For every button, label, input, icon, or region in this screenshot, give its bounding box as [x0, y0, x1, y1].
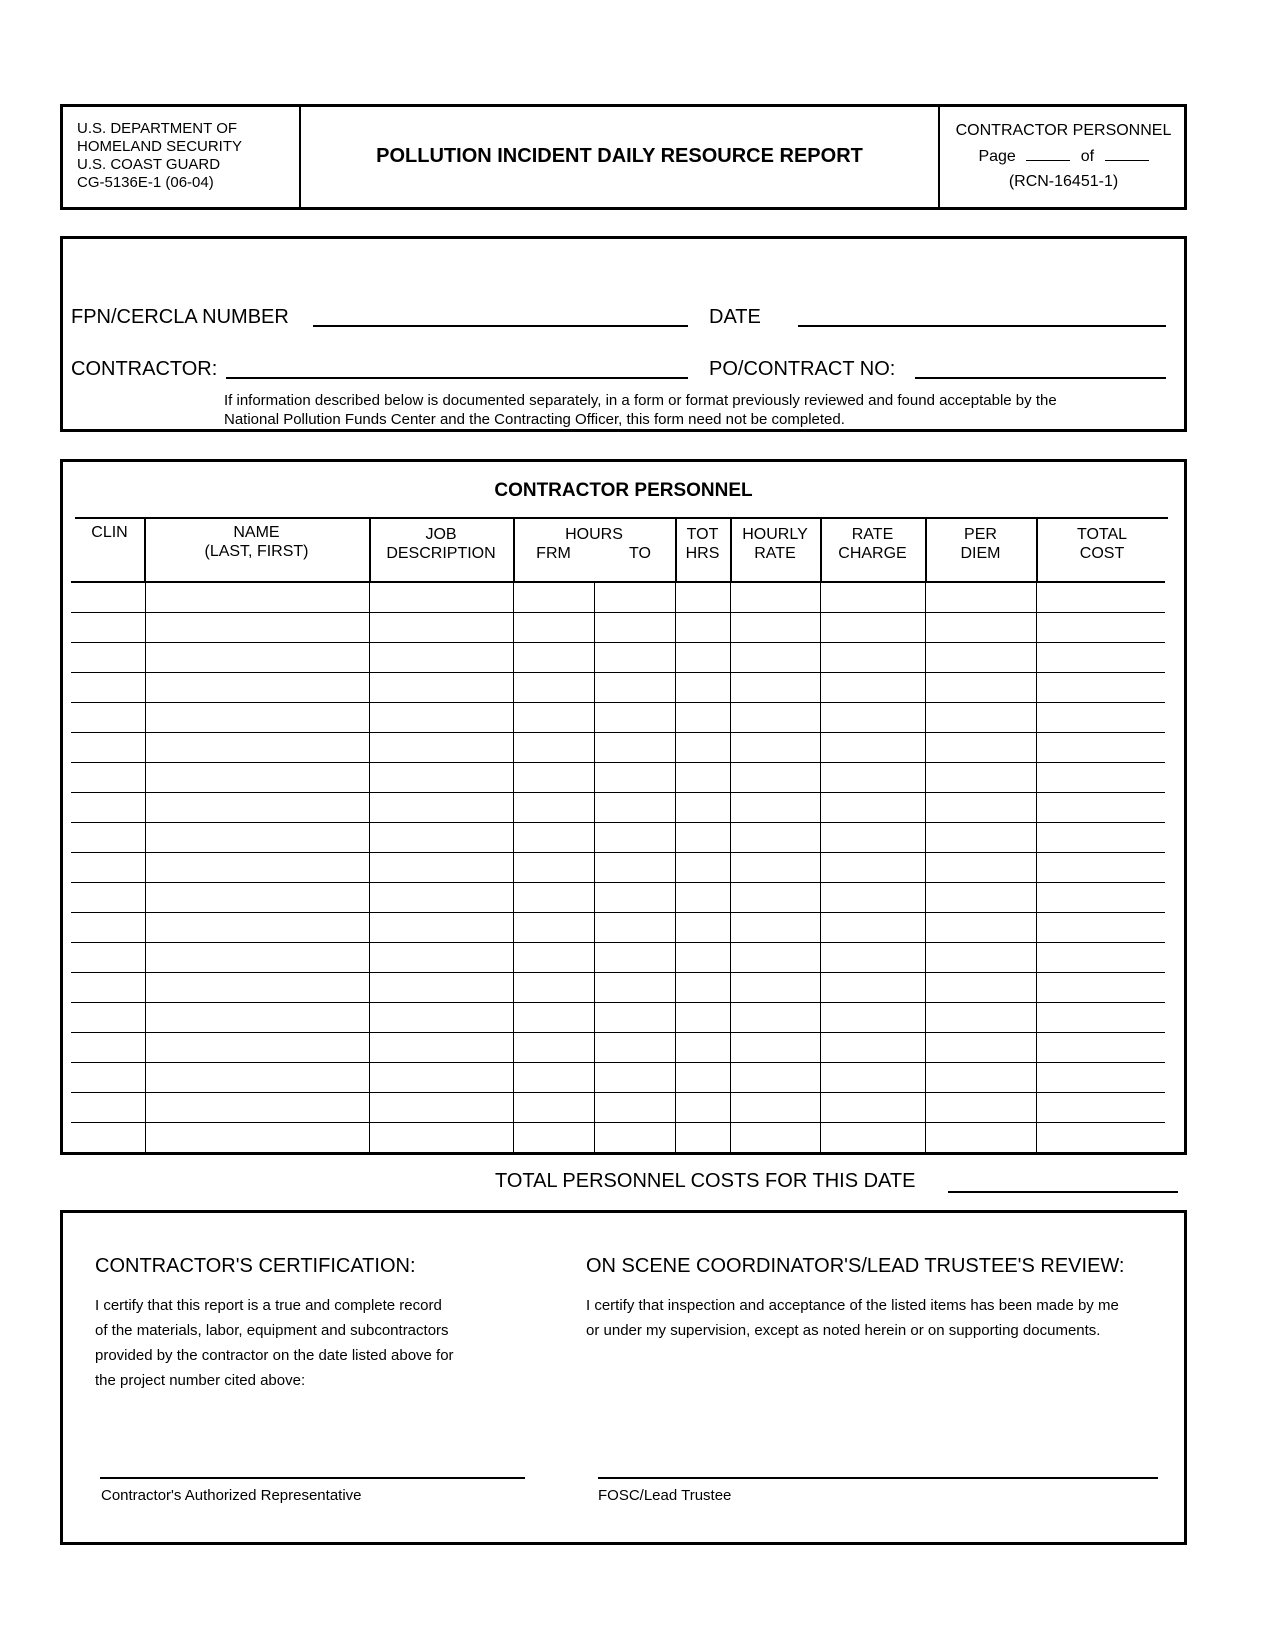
col-header-text: NAME	[233, 524, 280, 541]
table-cell[interactable]	[675, 613, 730, 643]
table-cell[interactable]	[594, 943, 675, 973]
table-cell[interactable]	[71, 823, 145, 853]
table-cell[interactable]	[675, 1063, 730, 1093]
table-cell[interactable]	[513, 1063, 594, 1093]
table-top-rule	[75, 517, 1168, 519]
table-cell[interactable]	[71, 733, 145, 763]
po-contract-field[interactable]	[915, 377, 1166, 379]
table-cell[interactable]	[71, 643, 145, 673]
table-cell[interactable]	[369, 733, 513, 763]
table-cell[interactable]	[675, 943, 730, 973]
col-header-text: DESCRIPTION	[386, 545, 496, 562]
table-cell[interactable]	[925, 613, 1036, 643]
table-cell[interactable]	[925, 883, 1036, 913]
table-cell[interactable]	[71, 763, 145, 793]
table-cell[interactable]	[71, 883, 145, 913]
contractor-cert-title: CONTRACTOR'S CERTIFICATION:	[95, 1255, 416, 1277]
table-cell[interactable]	[1036, 1063, 1165, 1093]
table-cell[interactable]	[369, 883, 513, 913]
table-cell[interactable]	[594, 883, 675, 913]
col-header-hours	[513, 525, 675, 544]
table-cell[interactable]	[369, 763, 513, 793]
osc-signature-label: FOSC/Lead Trustee	[598, 1487, 732, 1504]
table-row	[71, 703, 1165, 733]
cert-line: or under my supervision, except as noted herein or on supporting documents.	[586, 1322, 1101, 1339]
col-header-text: COST	[1079, 545, 1125, 562]
contractor-signature-label: Contractor's Authorized Representative	[101, 1487, 362, 1504]
table-cell[interactable]	[369, 823, 513, 853]
table-cell[interactable]	[1036, 913, 1165, 943]
table-cell[interactable]	[1036, 1093, 1165, 1123]
table-cell[interactable]	[513, 913, 594, 943]
table-cell[interactable]	[369, 1063, 513, 1093]
table-cell[interactable]	[513, 643, 594, 673]
table-cell[interactable]	[145, 853, 369, 883]
osc-review-title: ON SCENE COORDINATOR'S/LEAD TRUSTEE'S REVIEW:	[586, 1255, 1125, 1277]
table-cell[interactable]	[145, 883, 369, 913]
table-cell[interactable]	[925, 583, 1036, 613]
table-row	[71, 1093, 1165, 1123]
table-cell[interactable]	[730, 583, 820, 613]
page-label: Page	[978, 148, 1016, 165]
table-cell[interactable]	[145, 643, 369, 673]
table-cell[interactable]	[675, 883, 730, 913]
table-cell[interactable]	[675, 823, 730, 853]
table-cell[interactable]	[369, 853, 513, 883]
col-header-text: JOB	[425, 526, 457, 543]
col-header-text: RATE	[851, 526, 894, 543]
col-header-per-diem	[925, 525, 1036, 563]
table-cell[interactable]	[1036, 823, 1165, 853]
table-cell[interactable]	[730, 943, 820, 973]
cert-line: I certify that this report is a true and complete record	[95, 1297, 442, 1314]
table-cell[interactable]	[369, 793, 513, 823]
table-cell[interactable]	[925, 733, 1036, 763]
of-label: of	[1080, 148, 1095, 165]
table-cell[interactable]	[925, 973, 1036, 1003]
table-cell[interactable]	[675, 853, 730, 883]
table-cell[interactable]	[730, 1033, 820, 1063]
table-cell[interactable]	[513, 973, 594, 1003]
table-cell[interactable]	[71, 1003, 145, 1033]
table-cell[interactable]	[369, 1003, 513, 1033]
table-cell[interactable]	[71, 973, 145, 1003]
table-row	[71, 823, 1165, 853]
col-header-text: HRS	[685, 545, 720, 562]
table-cell[interactable]	[730, 1003, 820, 1033]
table-cell[interactable]	[1036, 673, 1165, 703]
total-costs-label: TOTAL PERSONNEL COSTS FOR THIS DATE	[495, 1170, 916, 1192]
page-total-field[interactable]	[1105, 160, 1149, 161]
table-cell[interactable]	[925, 793, 1036, 823]
table-cell[interactable]	[1036, 883, 1165, 913]
cert-line: I certify that inspection and acceptance of the listed items has been made by me	[586, 1297, 1119, 1314]
col-header-frm	[513, 544, 594, 563]
note-line: National Pollution Funds Center and the Contracting Officer, this form need not be completed.	[224, 411, 845, 428]
table-cell[interactable]	[1036, 583, 1165, 613]
table-cell[interactable]	[71, 703, 145, 733]
agency-line: U.S. DEPARTMENT OF	[77, 120, 238, 137]
table-row	[71, 673, 1165, 703]
table-cell[interactable]	[675, 1003, 730, 1033]
agency-line: HOMELAND SECURITY	[77, 138, 243, 155]
table-cell[interactable]	[369, 583, 513, 613]
table-cell[interactable]	[594, 1003, 675, 1033]
table-cell[interactable]	[820, 823, 925, 853]
table-cell[interactable]	[145, 763, 369, 793]
table-cell[interactable]	[1036, 793, 1165, 823]
table-cell[interactable]	[145, 583, 369, 613]
col-header-clin	[75, 523, 144, 542]
table-cell[interactable]	[71, 853, 145, 883]
table-cell[interactable]	[675, 1123, 730, 1153]
col-header-total-cost	[1036, 525, 1168, 563]
table-cell[interactable]	[675, 763, 730, 793]
osc-signature-field[interactable]	[598, 1477, 1158, 1479]
table-cell[interactable]	[1036, 643, 1165, 673]
table-cell[interactable]	[369, 673, 513, 703]
table-row	[71, 1003, 1165, 1033]
table-cell[interactable]	[730, 1123, 820, 1153]
table-cell[interactable]	[925, 703, 1036, 733]
col-header-text: FRM	[536, 545, 571, 562]
table-cell[interactable]	[145, 1063, 369, 1093]
table-cell[interactable]	[925, 823, 1036, 853]
table-cell[interactable]	[820, 1063, 925, 1093]
table-cell[interactable]	[820, 643, 925, 673]
table-cell[interactable]	[1036, 1003, 1165, 1033]
table-cell[interactable]	[513, 1003, 594, 1033]
agency-line: U.S. COAST GUARD	[77, 156, 221, 173]
table-cell[interactable]	[513, 853, 594, 883]
table-cell[interactable]	[594, 673, 675, 703]
table-cell[interactable]	[513, 1123, 594, 1153]
table-cell[interactable]	[820, 1033, 925, 1063]
table-cell[interactable]	[925, 853, 1036, 883]
table-cell[interactable]	[369, 1123, 513, 1153]
col-header-hourly-rate	[730, 525, 820, 563]
table-cell[interactable]	[513, 823, 594, 853]
table-cell[interactable]	[1036, 973, 1165, 1003]
table-cell[interactable]	[675, 583, 730, 613]
fpn-label: FPN/CERCLA NUMBER	[71, 306, 289, 328]
col-header-text: TOT	[686, 526, 719, 543]
table-cell[interactable]	[594, 1123, 675, 1153]
table-cell[interactable]	[820, 613, 925, 643]
table-cell[interactable]	[594, 703, 675, 733]
table-cell[interactable]	[145, 943, 369, 973]
page-number-field[interactable]	[1026, 160, 1070, 161]
table-cell[interactable]	[145, 793, 369, 823]
table-cell[interactable]	[1036, 763, 1165, 793]
contractor-field[interactable]	[226, 377, 688, 379]
table-cell[interactable]	[820, 943, 925, 973]
table-row	[71, 1123, 1165, 1153]
table-cell[interactable]	[675, 673, 730, 703]
table-cell[interactable]	[594, 583, 675, 613]
table-cell[interactable]	[1036, 1033, 1165, 1063]
col-header-text: CLIN	[91, 524, 128, 541]
table-cell[interactable]	[513, 703, 594, 733]
contractor-cert-text	[95, 1293, 454, 1393]
table-cell[interactable]	[1036, 733, 1165, 763]
table-cell[interactable]	[145, 733, 369, 763]
table-cell[interactable]	[594, 643, 675, 673]
table-row	[71, 613, 1165, 643]
table-row	[71, 1033, 1165, 1063]
table-cell[interactable]	[820, 1123, 925, 1153]
table-cell[interactable]	[594, 733, 675, 763]
col-header-to	[610, 544, 670, 563]
table-cell[interactable]	[594, 793, 675, 823]
table-cell[interactable]	[145, 1033, 369, 1063]
table-cell[interactable]	[71, 913, 145, 943]
table-cell[interactable]	[925, 943, 1036, 973]
table-cell[interactable]	[513, 673, 594, 703]
table-cell[interactable]	[675, 973, 730, 1003]
table-cell[interactable]	[675, 913, 730, 943]
table-cell[interactable]	[675, 703, 730, 733]
table-cell[interactable]	[594, 613, 675, 643]
table-cell[interactable]	[730, 673, 820, 703]
table-cell[interactable]	[730, 913, 820, 943]
rcn-number: (RCN-16451-1)	[1008, 173, 1119, 190]
table-cell[interactable]	[513, 583, 594, 613]
col-header-text: RATE	[754, 545, 796, 562]
table-row	[71, 583, 1165, 613]
col-header-tot-hrs	[675, 525, 730, 563]
table-cell[interactable]	[1036, 613, 1165, 643]
table-cell[interactable]	[369, 1033, 513, 1063]
contractor-label: CONTRACTOR:	[71, 358, 218, 380]
table-cell[interactable]	[730, 643, 820, 673]
table-cell[interactable]	[594, 973, 675, 1003]
personnel-table	[71, 583, 1165, 1153]
table-cell[interactable]	[71, 673, 145, 703]
table-cell[interactable]	[925, 1123, 1036, 1153]
table-cell[interactable]	[730, 883, 820, 913]
table-cell[interactable]	[369, 613, 513, 643]
table-cell[interactable]	[71, 793, 145, 823]
table-cell[interactable]	[820, 673, 925, 703]
table-cell[interactable]	[925, 643, 1036, 673]
table-row	[71, 763, 1165, 793]
table-cell[interactable]	[513, 733, 594, 763]
table-row	[71, 853, 1165, 883]
table-cell[interactable]	[730, 763, 820, 793]
table-cell[interactable]	[594, 913, 675, 943]
col-header-rate-charge	[820, 525, 925, 563]
table-cell[interactable]	[145, 1003, 369, 1033]
table-cell[interactable]	[675, 733, 730, 763]
table-cell[interactable]	[730, 1063, 820, 1093]
table-cell[interactable]	[730, 853, 820, 883]
table-cell[interactable]	[820, 853, 925, 883]
table-cell[interactable]	[369, 643, 513, 673]
table-cell[interactable]	[820, 763, 925, 793]
table-cell[interactable]	[820, 733, 925, 763]
contractor-signature-field[interactable]	[100, 1477, 525, 1479]
table-cell[interactable]	[820, 1093, 925, 1123]
table-cell[interactable]	[594, 853, 675, 883]
table-cell[interactable]	[594, 823, 675, 853]
col-header-text: PER	[964, 526, 997, 543]
table-cell[interactable]	[145, 823, 369, 853]
page-of-line	[940, 148, 1187, 166]
table-row	[71, 973, 1165, 1003]
table-row	[71, 1063, 1165, 1093]
table-cell[interactable]	[145, 913, 369, 943]
table-cell[interactable]	[925, 1093, 1036, 1123]
table-cell[interactable]	[369, 973, 513, 1003]
table-cell[interactable]	[71, 1123, 145, 1153]
col-header-text: HOURS	[565, 526, 623, 543]
table-cell[interactable]	[513, 943, 594, 973]
table-cell[interactable]	[820, 793, 925, 823]
table-cell[interactable]	[730, 1093, 820, 1123]
col-header-text: TOTAL	[1076, 526, 1128, 543]
table-cell[interactable]	[1036, 943, 1165, 973]
cert-line: the project number cited above:	[95, 1372, 306, 1389]
col-header-text: (LAST, FIRST)	[204, 543, 309, 560]
col-header-text: CHARGE	[838, 545, 907, 562]
table-cell[interactable]	[369, 1093, 513, 1123]
date-label: DATE	[709, 306, 761, 328]
table-cell[interactable]	[145, 1093, 369, 1123]
table-cell[interactable]	[71, 943, 145, 973]
table-cell[interactable]	[925, 913, 1036, 943]
cert-line: of the materials, labor, equipment and subcontractors	[95, 1322, 449, 1339]
table-cell[interactable]	[730, 793, 820, 823]
table-cell[interactable]	[594, 1063, 675, 1093]
table-row	[71, 733, 1165, 763]
cert-line: provided by the contractor on the date listed above for	[95, 1347, 454, 1364]
total-costs-field[interactable]	[948, 1191, 1178, 1193]
form-title: POLLUTION INCIDENT DAILY RESOURCE REPORT	[376, 145, 863, 167]
table-cell[interactable]	[925, 1033, 1036, 1063]
table-cell[interactable]	[594, 1093, 675, 1123]
table-cell[interactable]	[369, 913, 513, 943]
info-note	[224, 391, 1057, 429]
table-cell[interactable]	[675, 1033, 730, 1063]
table-row	[71, 943, 1165, 973]
table-cell[interactable]	[71, 1033, 145, 1063]
table-cell[interactable]	[145, 613, 369, 643]
table-cell[interactable]	[71, 583, 145, 613]
col-header-text: DIEM	[960, 545, 1001, 562]
table-cell[interactable]	[1036, 1123, 1165, 1153]
table-cell[interactable]	[1036, 853, 1165, 883]
table-cell[interactable]	[925, 673, 1036, 703]
table-cell[interactable]	[594, 763, 675, 793]
table-cell[interactable]	[369, 943, 513, 973]
col-header-text: HOURLY	[742, 526, 808, 543]
table-cell[interactable]	[820, 583, 925, 613]
table-cell[interactable]	[820, 1003, 925, 1033]
table-cell[interactable]	[675, 643, 730, 673]
table-cell[interactable]	[675, 793, 730, 823]
table-cell[interactable]	[730, 823, 820, 853]
table-cell[interactable]	[1036, 703, 1165, 733]
table-cell[interactable]	[730, 973, 820, 1003]
table-row	[71, 913, 1165, 943]
fpn-field[interactable]	[313, 325, 688, 327]
table-cell[interactable]	[594, 1033, 675, 1063]
personnel-title: CONTRACTOR PERSONNEL	[494, 480, 753, 501]
table-cell[interactable]	[145, 673, 369, 703]
form-number: CG-5136E-1 (06-04)	[77, 174, 214, 191]
table-cell[interactable]	[730, 613, 820, 643]
table-cell[interactable]	[513, 763, 594, 793]
agency-block	[77, 120, 242, 192]
table-row	[71, 883, 1165, 913]
table-cell[interactable]	[71, 613, 145, 643]
table-cell[interactable]	[145, 973, 369, 1003]
table-cell[interactable]	[925, 1003, 1036, 1033]
table-cell[interactable]	[513, 883, 594, 913]
col-header-name	[144, 523, 369, 561]
osc-review-text	[586, 1293, 1119, 1343]
col-header-text: TO	[629, 545, 651, 562]
table-cell[interactable]	[675, 1093, 730, 1123]
date-field[interactable]	[798, 325, 1166, 327]
note-line: If information described below is documented separately, in a form or format previously reviewed and found acceptable by the	[224, 392, 1057, 409]
table-cell[interactable]	[513, 793, 594, 823]
table-cell[interactable]	[513, 613, 594, 643]
table-cell[interactable]	[145, 703, 369, 733]
table-cell[interactable]	[820, 703, 925, 733]
table-cell[interactable]	[730, 733, 820, 763]
table-cell[interactable]	[925, 763, 1036, 793]
table-cell[interactable]	[820, 973, 925, 1003]
table-row	[71, 793, 1165, 823]
col-header-job	[369, 525, 513, 563]
table-cell[interactable]	[71, 1063, 145, 1093]
table-cell[interactable]	[925, 1063, 1036, 1093]
table-row	[71, 643, 1165, 673]
po-contract-label: PO/CONTRACT NO:	[709, 358, 896, 380]
table-cell[interactable]	[730, 703, 820, 733]
table-cell[interactable]	[513, 1033, 594, 1063]
table-cell[interactable]	[145, 1123, 369, 1153]
table-cell[interactable]	[820, 913, 925, 943]
header-section-title: CONTRACTOR PERSONNEL	[955, 122, 1172, 139]
table-cell[interactable]	[369, 703, 513, 733]
table-cell[interactable]	[820, 883, 925, 913]
table-cell[interactable]	[71, 1093, 145, 1123]
table-cell[interactable]	[513, 1093, 594, 1123]
